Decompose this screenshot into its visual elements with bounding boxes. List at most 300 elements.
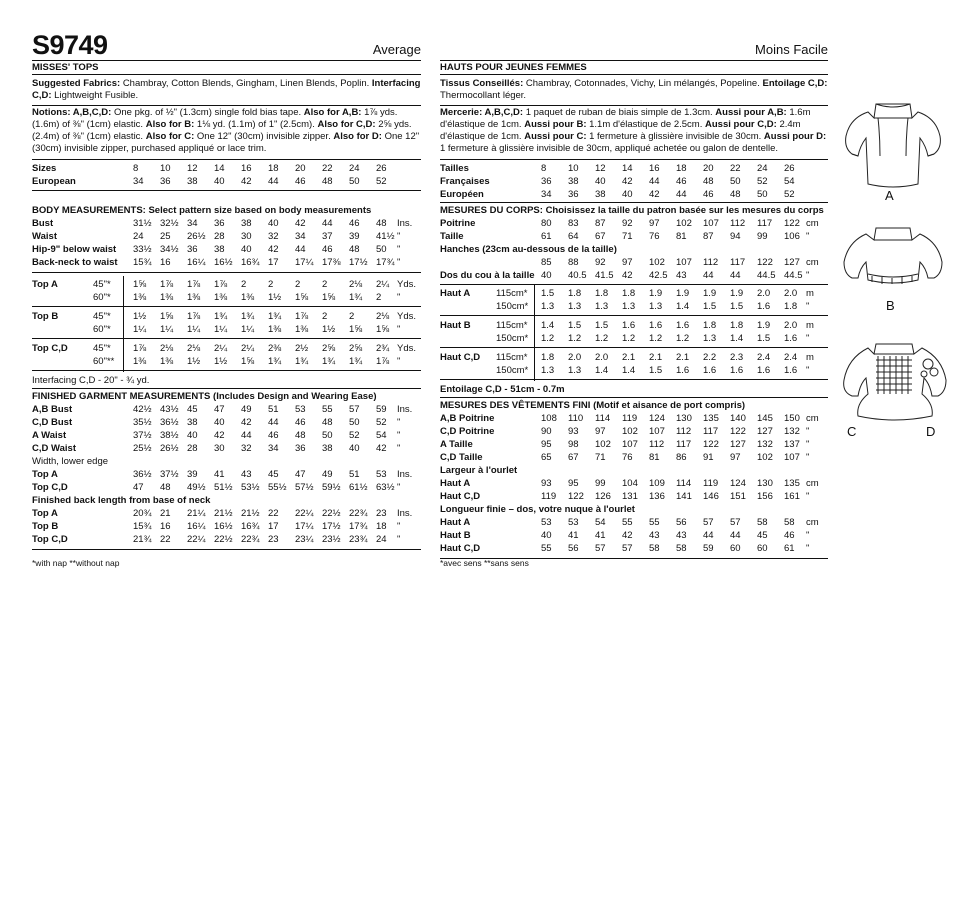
table-cell: 136 <box>649 491 665 502</box>
fabric-width: 60"* <box>93 324 111 335</box>
table-cell: 43½ <box>160 404 179 415</box>
table-row <box>440 364 828 377</box>
rule-divider <box>32 306 421 307</box>
table-cell: 88 <box>568 257 579 268</box>
table-row <box>32 429 421 442</box>
table-cell: 38 <box>322 443 333 454</box>
unit-label: " <box>397 521 401 532</box>
rule-divider <box>32 159 421 160</box>
table-cell: 46 <box>268 430 279 441</box>
table-cell: 40 <box>541 530 552 541</box>
table-cell: 97 <box>595 426 606 437</box>
unit-label: cm <box>806 218 819 229</box>
table-cell: 48 <box>376 218 387 229</box>
table-cell: 102 <box>622 426 638 437</box>
table-row <box>32 374 421 387</box>
table-row <box>32 278 421 291</box>
table-row <box>32 342 421 355</box>
table-cell: 45 <box>268 469 279 480</box>
table-cell: 18 <box>376 521 387 532</box>
table-cell: 71 <box>595 452 606 463</box>
table-cell: 61½ <box>349 482 368 493</box>
unit-label: " <box>397 482 401 493</box>
table-cell: 49½ <box>187 482 206 493</box>
table-cell: 21½ <box>241 508 260 519</box>
table-cell: 59 <box>703 543 714 554</box>
table-cell: 43 <box>676 270 687 281</box>
table-cell: 49 <box>322 469 333 480</box>
table-row <box>32 310 421 323</box>
table-cell: 1.9 <box>676 288 690 299</box>
row-label: Haut C,D <box>440 352 481 363</box>
table-cell: 38 <box>568 176 579 187</box>
table-cell: 1.8 <box>595 288 609 299</box>
table-row <box>32 243 421 256</box>
table-cell: 34 <box>133 176 144 187</box>
unit-label: m <box>806 352 814 363</box>
unit-label: " <box>806 231 810 242</box>
table-cell: 102 <box>595 439 611 450</box>
table-cell: 145 <box>757 413 773 424</box>
row-label: A,B Poitrine <box>440 413 495 424</box>
table-cell: 32½ <box>160 218 179 229</box>
row-label: C,D Bust <box>32 417 73 428</box>
view-a-label: A <box>885 188 894 203</box>
unit-label: " <box>397 417 401 428</box>
table-cell: 53 <box>376 469 387 480</box>
unit-label: " <box>806 452 810 463</box>
table-row <box>440 243 828 256</box>
row-label: Françaises <box>440 176 490 187</box>
table-cell: 1.6 <box>730 365 744 376</box>
table-cell: 107 <box>622 439 638 450</box>
table-cell: 2⅝ <box>322 343 336 354</box>
table-cell: 42 <box>622 270 633 281</box>
table-cell: 17¼ <box>295 257 314 268</box>
table-row <box>32 455 421 468</box>
table-cell: 1½ <box>133 311 147 322</box>
table-cell: 1.5 <box>541 288 555 299</box>
table-cell: 44 <box>268 417 279 428</box>
table-cell: 23¼ <box>295 534 314 545</box>
table-cell: 60 <box>757 543 768 554</box>
table-cell: 26½ <box>160 443 179 454</box>
table-row <box>440 319 828 332</box>
table-cell: 40 <box>595 176 606 187</box>
section-heading-label: MESURES DU CORPS: Choisissez la taille du patron basée sur les mesures du corps <box>440 205 824 216</box>
table-cell: 24 <box>757 163 768 174</box>
table-cell: 50 <box>376 244 387 255</box>
unit-label: Ins. <box>397 508 413 519</box>
table-cell: 117 <box>676 439 692 450</box>
table-cell: 42 <box>241 176 252 187</box>
table-cell: 112 <box>730 218 746 229</box>
table-cell: 42 <box>214 430 225 441</box>
table-cell: 1½ <box>187 356 201 367</box>
table-cell: 1.5 <box>757 333 771 344</box>
table-cell: 47 <box>133 482 144 493</box>
rule-divider <box>32 388 421 389</box>
table-cell: 52 <box>784 189 795 200</box>
unit-label: m <box>806 288 814 299</box>
table-row <box>32 230 421 243</box>
table-cell: 58 <box>784 517 795 528</box>
table-cell: 76 <box>649 231 660 242</box>
unit-label: cm <box>806 257 819 268</box>
table-cell: 34 <box>295 231 306 242</box>
table-cell: 21¾ <box>133 534 152 545</box>
table-cell: 48 <box>349 244 360 255</box>
section-heading <box>32 390 421 403</box>
table-cell: 1¾ <box>241 311 255 322</box>
table-cell: 1.6 <box>649 320 663 331</box>
table-cell: 1.5 <box>595 320 609 331</box>
view-b-illustration <box>838 222 948 292</box>
table-cell: 132 <box>784 426 800 437</box>
table-cell: 2.1 <box>676 352 690 363</box>
unit-label: " <box>806 426 810 437</box>
table-cell: 1.9 <box>730 288 744 299</box>
table-cell: 24 <box>376 534 387 545</box>
table-cell: 1⅞ <box>376 356 390 367</box>
table-cell: 1⅜ <box>241 292 255 303</box>
fabric-width: 115cm* <box>496 320 528 331</box>
fabric-width: 150cm* <box>496 365 529 376</box>
table-cell: 94 <box>730 231 741 242</box>
row-label: A Waist <box>32 430 67 441</box>
table-cell: 55 <box>622 517 633 528</box>
table-cell: 48 <box>730 189 741 200</box>
row-label: Haut A <box>440 288 471 299</box>
table-cell: 83 <box>568 218 579 229</box>
table-cell: 2.3 <box>730 352 744 363</box>
unit-label: " <box>397 430 401 441</box>
table-cell: 17½ <box>322 521 341 532</box>
row-label: Haut C,D <box>440 491 481 502</box>
table-cell: 44 <box>730 270 741 281</box>
table-row <box>32 217 421 230</box>
table-cell: 65 <box>541 452 552 463</box>
table-row <box>440 269 828 282</box>
row-label: Tailles <box>440 163 469 174</box>
table-cell: 71 <box>622 231 633 242</box>
table-cell: 2.0 <box>784 288 798 299</box>
table-cell: 44 <box>703 530 714 541</box>
fabric-width: 45"* <box>93 311 111 322</box>
table-cell: 43 <box>241 469 252 480</box>
table-cell: 1⅜ <box>133 292 147 303</box>
table-cell: 44 <box>241 430 252 441</box>
table-cell: 1.2 <box>568 333 582 344</box>
fabrics-en: Suggested Fabrics: Chambray, Cotton Blends, Gingham, Linen Blends, Poplin. Interfacing C,D: Lightweight Fusible. <box>32 78 421 101</box>
table-cell: 60 <box>730 543 741 554</box>
table-cell: 22¼ <box>187 534 206 545</box>
table-cell: 97 <box>622 257 633 268</box>
table-cell: 127 <box>757 426 773 437</box>
table-cell: 2¾ <box>376 343 390 354</box>
table-cell: 16¼ <box>187 521 206 532</box>
table-cell: 58 <box>649 543 660 554</box>
table-cell: 2 <box>322 279 328 290</box>
table-cell: 46 <box>703 189 714 200</box>
table-cell: 2⅛ <box>376 311 390 322</box>
table-cell: 1.3 <box>622 301 636 312</box>
table-cell: 41 <box>214 469 225 480</box>
row-label: Top A <box>32 279 58 290</box>
table-cell: 57 <box>730 517 741 528</box>
table-row <box>440 175 828 188</box>
section-heading <box>32 204 421 217</box>
row-label: Bust <box>32 218 54 229</box>
table-cell: 22½ <box>322 508 341 519</box>
fabric-width: 115cm* <box>496 352 528 363</box>
table-cell: 117 <box>757 218 773 229</box>
row-label: Dos du cou à la taille <box>440 270 535 281</box>
unit-label: " <box>397 356 401 367</box>
table-cell: 43 <box>676 530 687 541</box>
row-label: Entoilage C,D - 51cm - 0.7m <box>440 384 565 395</box>
table-cell: 107 <box>703 218 719 229</box>
table-cell: 122 <box>757 257 773 268</box>
table-cell: 40 <box>214 176 225 187</box>
table-cell: 1⅞ <box>160 279 174 290</box>
table-cell: 56 <box>676 517 687 528</box>
table-cell: 2.1 <box>622 352 636 363</box>
table-cell: 1.8 <box>784 301 798 312</box>
table-cell: 86 <box>676 452 687 463</box>
table-cell: 119 <box>703 478 719 489</box>
table-cell: 97 <box>730 452 741 463</box>
vertical-divider <box>534 317 535 349</box>
table-cell: 22¼ <box>295 508 314 519</box>
table-cell: 1⅞ <box>214 279 228 290</box>
table-cell: 1¼ <box>241 324 255 335</box>
table-cell: 1.6 <box>676 365 690 376</box>
difficulty-fr: Moins Facile <box>755 42 828 57</box>
rule-divider <box>440 284 828 285</box>
table-cell: 57 <box>595 543 606 554</box>
table-cell: 26½ <box>187 231 206 242</box>
table-cell: 44 <box>295 244 306 255</box>
table-cell: 61 <box>541 231 552 242</box>
table-cell: 1.5 <box>649 365 663 376</box>
table-row <box>440 188 828 201</box>
unit-label: " <box>806 491 810 502</box>
table-cell: 132 <box>757 439 773 450</box>
table-cell: 54 <box>595 517 606 528</box>
table-cell: 1.6 <box>784 333 798 344</box>
table-cell: 1.3 <box>703 333 717 344</box>
table-cell: 146 <box>703 491 719 502</box>
table-cell: 34 <box>187 218 198 229</box>
table-cell: 1½ <box>322 324 336 335</box>
table-cell: 40 <box>622 189 633 200</box>
table-cell: 102 <box>676 218 692 229</box>
table-cell: 40 <box>241 244 252 255</box>
table-cell: 1⅜ <box>133 356 147 367</box>
table-cell: 107 <box>784 452 800 463</box>
table-cell: 1¼ <box>214 324 228 335</box>
rule-divider <box>440 397 828 398</box>
table-row <box>440 477 828 490</box>
table-cell: 1.4 <box>676 301 690 312</box>
notions-en: Notions: A,B,C,D: One pkg. of ½" (1.3cm) single fold bias tape. Also for A,B: 1⅞ yds. (1.6m) of ⅜" (1cm) elastic. Also for B: 1⅛ yd. (1.1m) of 1" (2.5cm). Also for C,D: 2⅝ yds. (2.4m) of ⅜" (1cm) elastic. Also for C: One 12" (30cm) invisible zipper. Also for D: One 12" (30cm) invisible zipper, purchased appliqué or lace trim. <box>32 107 420 154</box>
table-cell: 17 <box>268 521 279 532</box>
table-cell: 40 <box>268 218 279 229</box>
table-cell: 58 <box>757 517 768 528</box>
row-label: Taille <box>440 231 464 242</box>
rule-divider <box>32 338 421 339</box>
unit-label: " <box>806 365 810 376</box>
fabric-width: 60"** <box>93 356 115 367</box>
table-cell: 61 <box>784 543 795 554</box>
table-cell: 67 <box>595 231 606 242</box>
table-cell: 20¾ <box>133 508 152 519</box>
view-d-label: D <box>926 424 936 439</box>
table-cell: 38 <box>187 417 198 428</box>
table-cell: 2.4 <box>784 352 798 363</box>
row-label: Top A <box>32 469 58 480</box>
table-cell: 92 <box>622 218 633 229</box>
table-cell: 2¼ <box>376 279 390 290</box>
table-cell: 2 <box>322 311 328 322</box>
table-cell: 16 <box>160 257 171 268</box>
title-en: MISSES' TOPS <box>32 60 421 75</box>
table-cell: 1⅞ <box>187 279 201 290</box>
table-cell: 55½ <box>268 482 287 493</box>
table-row <box>32 291 421 304</box>
table-cell: 36 <box>160 176 171 187</box>
table-cell: 36 <box>187 244 198 255</box>
table-cell: 22 <box>160 534 171 545</box>
table-cell: 2.4 <box>757 352 771 363</box>
table-cell: 1⅞ <box>295 311 309 322</box>
table-cell: 1⅜ <box>187 292 201 303</box>
table-cell: 17¼ <box>295 521 314 532</box>
table-cell: 52 <box>376 417 387 428</box>
table-cell: 1½ <box>268 292 282 303</box>
table-cell: 2 <box>295 279 301 290</box>
table-cell: 16 <box>649 163 660 174</box>
table-cell: 31½ <box>133 218 152 229</box>
table-cell: 10 <box>160 163 171 174</box>
unit-label: Ins. <box>397 469 413 480</box>
table-cell: 44.5 <box>784 270 803 281</box>
table-cell: 1¾ <box>349 292 363 303</box>
table-row <box>32 481 421 494</box>
table-cell: 41 <box>595 530 606 541</box>
table-cell: 122 <box>568 491 584 502</box>
table-row <box>440 464 828 477</box>
table-cell: 1.9 <box>757 320 771 331</box>
table-row <box>32 175 421 188</box>
vertical-divider <box>123 276 124 308</box>
table-row <box>440 351 828 364</box>
table-cell: 1⅝ <box>133 279 147 290</box>
table-cell: 41 <box>568 530 579 541</box>
table-cell: 16½ <box>214 521 233 532</box>
table-cell: 119 <box>541 491 557 502</box>
table-cell: 44 <box>676 189 687 200</box>
vertical-divider <box>123 308 124 340</box>
table-cell: 1.3 <box>541 301 555 312</box>
row-label: Haut A <box>440 517 471 528</box>
table-row <box>440 438 828 451</box>
table-row <box>440 383 828 396</box>
table-cell: 2 <box>376 292 382 303</box>
row-label: Haut B <box>440 530 471 541</box>
table-cell: 44 <box>649 176 660 187</box>
table-cell: 12 <box>187 163 198 174</box>
table-cell: 48 <box>295 430 306 441</box>
unit-label: " <box>397 443 401 454</box>
section-heading-label: BODY MEASUREMENTS: Select pattern size based on body measurements <box>32 205 372 216</box>
table-cell: 1⅞ <box>133 343 147 354</box>
table-cell: 42 <box>649 189 660 200</box>
table-cell: 40.5 <box>568 270 587 281</box>
table-cell: 107 <box>676 257 692 268</box>
table-cell: 1.4 <box>730 333 744 344</box>
row-label: Hanches (23cm au-dessous de la taille) <box>440 244 617 255</box>
table-cell: 67 <box>568 452 579 463</box>
table-cell: 42 <box>622 530 633 541</box>
unit-label: " <box>397 231 401 242</box>
table-cell: 93 <box>568 426 579 437</box>
rule-divider <box>440 347 828 348</box>
table-cell: 98 <box>568 439 579 450</box>
table-cell: 55 <box>322 404 333 415</box>
view-b-label: B <box>886 298 895 313</box>
unit-label: " <box>397 257 401 268</box>
table-cell: 1.2 <box>622 333 636 344</box>
table-cell: 1¾ <box>268 356 282 367</box>
rule-divider <box>32 370 421 371</box>
table-cell: 1.4 <box>622 365 636 376</box>
table-cell: 55 <box>541 543 552 554</box>
table-row <box>440 332 828 345</box>
table-cell: 1.5 <box>703 301 717 312</box>
table-cell: 50 <box>322 430 333 441</box>
table-cell: 1¾ <box>295 356 309 367</box>
table-cell: 16 <box>241 163 252 174</box>
table-cell: 36½ <box>133 469 152 480</box>
unit-label: m <box>806 320 814 331</box>
view-c-d-illustration <box>838 336 953 426</box>
table-cell: 1.3 <box>541 365 555 376</box>
unit-label: " <box>806 270 810 281</box>
section-heading <box>440 204 828 217</box>
table-cell: 34½ <box>160 244 179 255</box>
table-row <box>32 403 421 416</box>
table-cell: 92 <box>595 257 606 268</box>
table-cell: 44 <box>730 530 741 541</box>
table-cell: 110 <box>568 413 584 424</box>
table-cell: 48 <box>703 176 714 187</box>
table-cell: 40 <box>214 417 225 428</box>
table-cell: 81 <box>649 452 660 463</box>
table-cell: 22¾ <box>241 534 260 545</box>
table-cell: 140 <box>730 413 746 424</box>
table-cell: 1¾ <box>349 356 363 367</box>
table-cell: 57 <box>622 543 633 554</box>
table-cell: 22½ <box>214 534 233 545</box>
table-cell: 26 <box>376 163 387 174</box>
table-cell: 36 <box>541 176 552 187</box>
table-row <box>32 416 421 429</box>
table-cell: 63½ <box>376 482 395 493</box>
footnote-en: *with nap **without nap <box>32 558 120 568</box>
table-cell: 1¼ <box>160 324 174 335</box>
